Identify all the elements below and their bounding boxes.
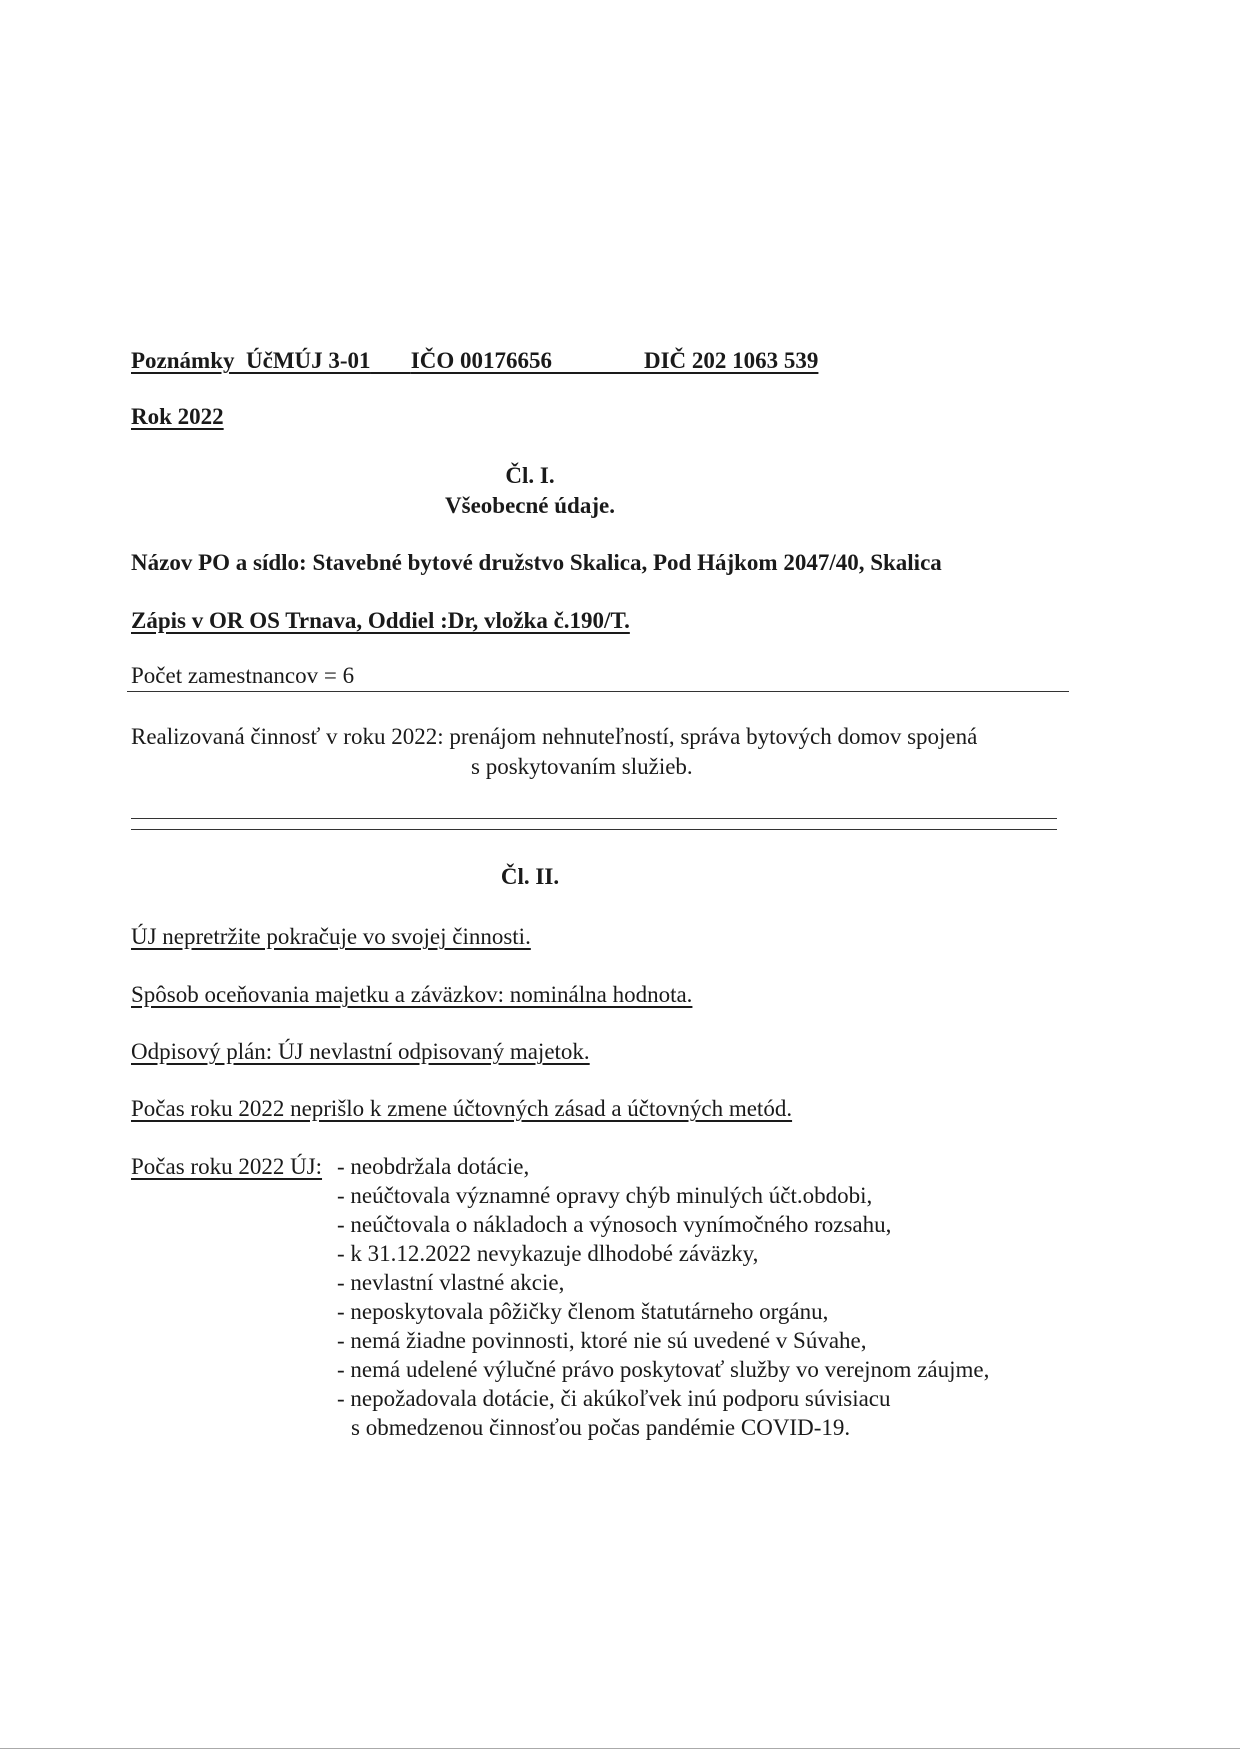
list-item: - k 31.12.2022 nevykazuje dlhodobé záväzky, [337,1241,759,1266]
valuation-line: Spôsob oceňovania majetku a záväzkov: nominálna hodnota. [131,982,693,1007]
list-item: - nemá udelené výlučné právo poskytovať služby vo verejnom záujme, [337,1357,990,1382]
policy-change-line: Počas roku 2022 neprišlo k zmene účtovných zásad a účtovných metód. [131,1096,793,1121]
list-item: - nevlastní vlastné akcie, [337,1270,565,1295]
continuity-line: ÚJ nepretržite pokračuje vo svojej činnosti. [131,924,531,949]
divider-rule-2 [131,829,1057,830]
list-intro: Počas roku 2022 ÚJ: [131,1154,323,1179]
header-gap [552,348,644,373]
ico-number: IČO 00176656 [410,348,552,373]
header-line [131,347,818,375]
scan-edge [0,1748,1240,1749]
poznamky-label: Poznámky [131,348,235,373]
register-line: Zápis v OR OS Trnava, Oddiel :Dr, vložka č.190/T. [131,608,630,633]
article2-number: Čl. II. [500,864,560,889]
employees-line: Počet zamestnancov = 6 [131,663,355,688]
list-item: s obmedzenou činnosťou počas pandémie COVID-19. [351,1415,851,1440]
entity-name-line: Názov PO a sídlo: Stavebné bytové družstvo Skalica, Pod Hájkom 2047/40, Skalica [131,550,942,575]
article1-title: Všeobecné údaje. [445,493,615,518]
divider-rule-1 [131,818,1057,819]
list-item: - nepožadovala dotácie, či akúkoľvek inú podporu súvisiacu [337,1386,891,1411]
list-item: - neúčtovala o nákladoch a výnosoch vynímočného rozsahu, [337,1212,892,1237]
employees-rule [127,691,1069,692]
dic-number: DIČ 202 1063 539 [644,348,819,373]
list-item: - neposkytovala pôžičky členom štatutárneho orgánu, [337,1299,829,1324]
list-item: - neúčtovala významné opravy chýb minulých účt.obdobi, [337,1183,873,1208]
activity-line-2: s poskytovaním služieb. [471,754,693,779]
form-code: ÚčMÚJ 3-01 [246,348,371,373]
depreciation-line: Odpisový plán: ÚJ nevlastní odpisovaný majetok. [131,1039,590,1064]
article1-number: Čl. I. [505,463,555,488]
list-item: - nemá žiadne povinnosti, ktoré nie sú uvedené v Súvahe, [337,1328,867,1353]
list-item: - neobdržala dotácie, [337,1154,530,1179]
activity-line-1: Realizovaná činnosť v roku 2022: prenájom nehnuteľností, správa bytových domov spojená [131,724,978,749]
year-line: Rok 2022 [131,404,224,429]
